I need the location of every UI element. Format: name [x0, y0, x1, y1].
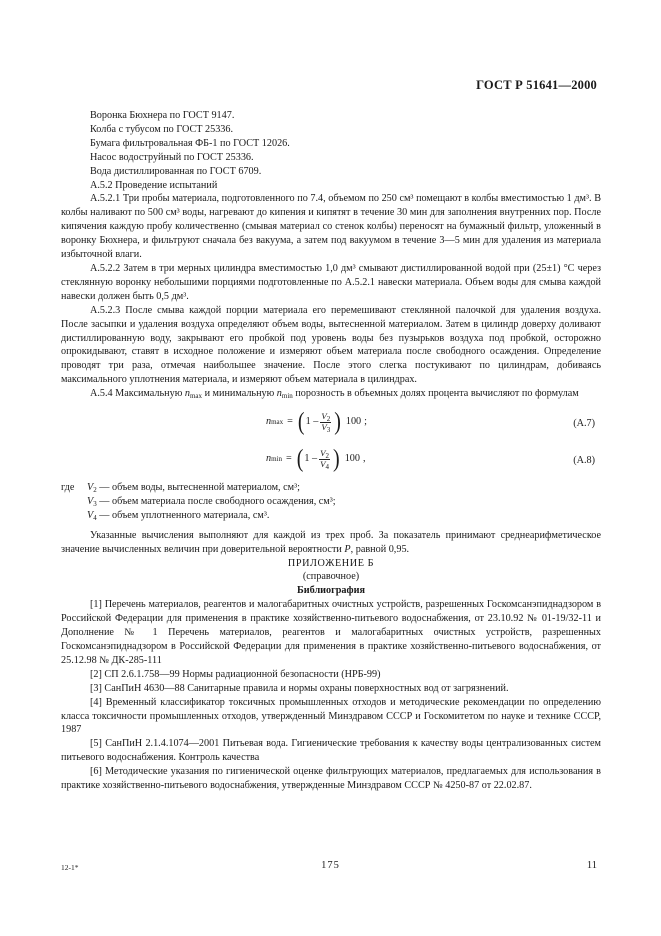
- standard-header: ГОСТ Р 51641—2000: [476, 78, 597, 92]
- formula-number: (А.7): [573, 418, 595, 430]
- equipment-item: Вода дистиллированная по ГОСТ 6709.: [90, 165, 262, 177]
- bibliography-item: [5] СанПиН 2.1.4.1074—2001 Питьевая вода. Гигиенические требования к качеству воды централизованных систем питьевого водоснабжения. Контроль качества: [61, 738, 601, 764]
- bibliography-title: Библиография: [297, 585, 365, 597]
- equipment-item: Колба с тубусом по ГОСТ 25336.: [90, 123, 234, 135]
- formula-a7: [61, 408, 601, 438]
- legend-row: $V_4$ — объем уплотненного материала, см³.: [87, 509, 270, 522]
- equipment-item: Насос водоструйный по ГОСТ 25336.: [90, 151, 254, 163]
- left-paren: (: [296, 445, 304, 473]
- right-paren: ): [334, 408, 341, 436]
- legend-row: где $V_2$ — объем воды, вытесненной материалом, см³;: [61, 482, 301, 495]
- section-heading-a52: A.5.2 Проведение испытаний: [90, 179, 218, 191]
- equipment-item: Бумага фильтровальная ФБ-1 по ГОСТ 12026.: [90, 137, 290, 149]
- right-paren: ): [333, 445, 340, 473]
- formula-a8-expression: n min = ( 1 – $\frac{V_2}{V_4}$ ) 100 ,: [266, 445, 366, 473]
- paragraph-a54: А.5.4 Максимальную $n_{max}$ и минимальную $n_{min}$ порозность в объемных долях процента вычисляют по формулам: [90, 388, 579, 401]
- formula-number: (А.8): [573, 455, 595, 467]
- paragraph-result: Указанные вычисления выполняют для каждой из трех проб. За показатель принимают среднеарифметическое значение вычисленных величин при доверительной вероятности P, равной 0,95.: [61, 529, 601, 555]
- bibliography-item: [2] СП 2.6.1.758—99 Нормы радиационной безопасности (НРБ-99): [90, 668, 381, 680]
- footer-print-mark: 12-1*: [61, 863, 79, 872]
- footer-page-number: 175: [321, 860, 340, 871]
- formula-a8: [61, 445, 601, 475]
- formula-a7-expression: n max = ( 1 – $\frac{V_2}{V_3}$ ) 100 ;: [266, 408, 367, 436]
- bibliography-item: [6] Методические указания по гигиенической оценке фильтрующих материалов, предлагаемых для использования в практике хозяйственно-питьевого водоснабжения, утвержденные Минздравом СССР № 4250-87 от 22.02.87.: [61, 766, 601, 792]
- variable-legend: [61, 481, 601, 523]
- fraction: $\frac{V_2}{V_4}$: [320, 448, 330, 471]
- left-paren: (: [297, 408, 305, 436]
- appendix-title: ПРИЛОЖЕНИЕ Б: [287, 557, 375, 569]
- equipment-item: Воронка Бюхнера по ГОСТ 9147.: [90, 110, 235, 121]
- legend-row: $V_3$ — объем материала после свободного осаждения, см³;: [87, 495, 336, 508]
- bibliography-item: [1] Перечень материалов, реагентов и малогабаритных очистных устройств, разрешенных Госкомсанэпиднадзором в Российской Федерации для применения в практике хозяйственно-питьевого водоснабжения, от 23.10.92 № 01-19/32-11 и Дополнение № 1 Перечень материалов, реагентов и малогабаритных очистных устройств, разрешенных Госкомсанэпиднадзором в Российской Федерации для применения в практике хозяйственно-питьевого водоснабжения, от 25.12.98 № ДК-285-111: [61, 599, 601, 666]
- bibliography-item: [3] СанПиН 4630—88 Санитарные правила и нормы охраны поверхностных вод от загрязнений.: [90, 682, 509, 694]
- paragraph-a522: А.5.2.2 Затем в три мерных цилиндра вместимостью 1,0 дм³ смывают дистиллированной водой при (25±1) °С через стеклянную воронку небольшими порциями подготовленные по А.5.2.1 навески материала. Объем воды для смыва каждой навески должен быть 0,5 дм³.: [61, 262, 601, 302]
- footer-sheet-number: 11: [586, 860, 597, 871]
- bibliography-item: [4] Временный классификатор токсичных промышленных отходов и методические рекомендации по определению класса токсичности промышленных отходов, утвержденный Минздравом СССР и Госкомитетом по науке и технике СССР, 1987: [61, 696, 601, 736]
- paragraph-a521: А.5.2.1 Три пробы материала, подготовленного по 7.4, объемом по 250 см³ помещают в колбы вместимостью 1 дм³. В колбы наливают по 500 см³ воды, нагревают до кипения и кипятят в течение 30 мин для заполнения внутренних пор. После кипячения каждую пробу количественно (смывая материал со стенок колбы) переносят на бумажный фильтр, уложенный в воронку Бюхнера, и фильтруют сначала без вакуума, а затем под вакуумом в течение 3—5 мин для удаления из материала избыточной влаги.: [61, 193, 601, 261]
- document-body: [61, 109, 601, 793]
- fraction: $\frac{V_2}{V_3}$: [321, 411, 331, 434]
- paragraph-a523: А.5.2.3 После смыва каждой порции материала его перемешивают стеклянной палочкой для удаления воздуха. После засыпки и удаления воздуха определяют объем воды, вытесненной материалом. Затем в цилиндр доверху доливают дистиллированную воду, закрывают его пробкой под уровень воды без пузырьков воздуха под пробкой, осторожно опрокидывают, ставят в исходное положение и измеряют объем материала после свободного осаждения. Определение проводят три раза, отмечая наибольшее значение. После этого слегка постукивают по цилиндрам, добиваясь максимального уплотнения материала, и измеряют объем материала в цилиндрах.: [61, 304, 601, 386]
- appendix-subtitle: (справочное): [302, 571, 360, 583]
